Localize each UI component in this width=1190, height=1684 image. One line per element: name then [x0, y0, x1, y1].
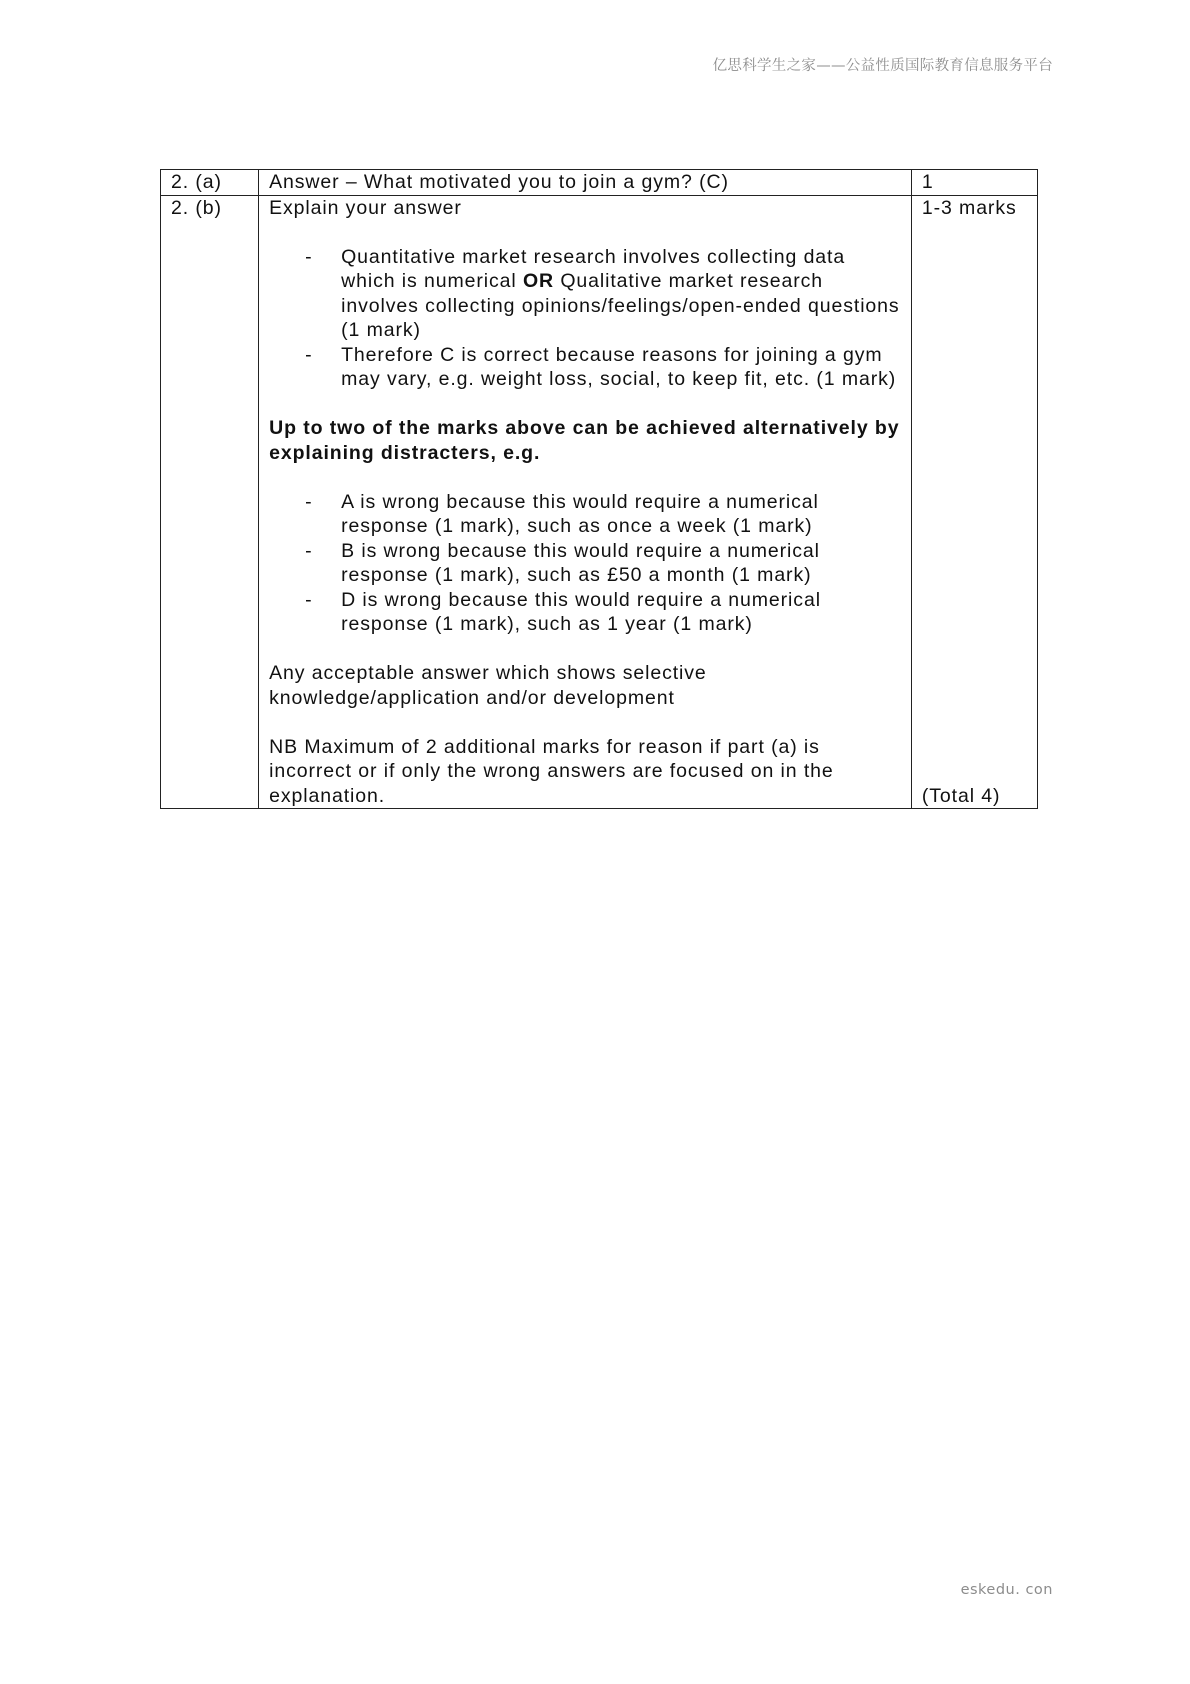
- table-row: [161, 195, 1038, 809]
- dash-bullet: -: [305, 588, 313, 611]
- distracter-list: [269, 490, 901, 637]
- marks-range: 1-3 marks: [921, 196, 1017, 219]
- dash-bullet: -: [305, 343, 313, 366]
- explanation-list: [269, 245, 901, 392]
- total-marks: (Total 4): [921, 784, 1001, 807]
- point-emphasis: OR: [522, 270, 554, 292]
- point-text: Quantitative market research involves collecting data which is numerical: [341, 245, 846, 292]
- mark-scheme-table: [160, 169, 1038, 809]
- answer-cell: [259, 195, 912, 809]
- footer-note: eskedu. con: [960, 1582, 1053, 1598]
- point-text: B is wrong because this would require a numerical response (1 mark), such as £50 a month (1 mark): [341, 539, 820, 586]
- marks-cell: [911, 195, 1037, 809]
- distracter-note: Up to two of the marks above can be achieved alternatively by explaining distracters, e.g.: [269, 417, 900, 464]
- question-number: 2. (b): [161, 195, 259, 809]
- dash-bullet: -: [305, 490, 313, 513]
- answer-cell: Answer – What motivated you to join a gym? (C): [259, 170, 912, 196]
- point-text: Qualitative market research involves collecting opinions/feelings/open-ended questions (1 mark): [341, 270, 900, 341]
- point-text: D is wrong because this would require a numerical response (1 mark), such as 1 year (1 mark): [341, 588, 821, 635]
- list-item: [269, 343, 901, 392]
- marks-cell: 1: [911, 170, 1037, 196]
- table-row: [161, 170, 1038, 196]
- dash-bullet: -: [305, 539, 313, 562]
- list-item: [269, 245, 901, 343]
- list-item: [269, 588, 901, 637]
- point-text: Therefore C is correct because reasons for joining a gym may vary, e.g. weight loss, social, to keep fit, etc. (1 mark): [341, 343, 897, 390]
- acceptable-answer-note: Any acceptable answer which shows selective knowledge/application and/or development: [269, 662, 707, 709]
- point-text: A is wrong because this would require a numerical response (1 mark), such as once a week (1 mark): [341, 490, 819, 537]
- list-item: [269, 539, 901, 588]
- header-note: 亿思科学生之家——公益性质国际教育信息服务平台: [712, 58, 1053, 74]
- answer-heading: Explain your answer: [269, 196, 462, 219]
- question-number: 2. (a): [161, 170, 259, 196]
- dash-bullet: -: [305, 245, 313, 268]
- nb-note: NB Maximum of 2 additional marks for reason if part (a) is incorrect or if only the wrong answers are focused on in the explanation.: [269, 735, 834, 807]
- list-item: [269, 490, 901, 539]
